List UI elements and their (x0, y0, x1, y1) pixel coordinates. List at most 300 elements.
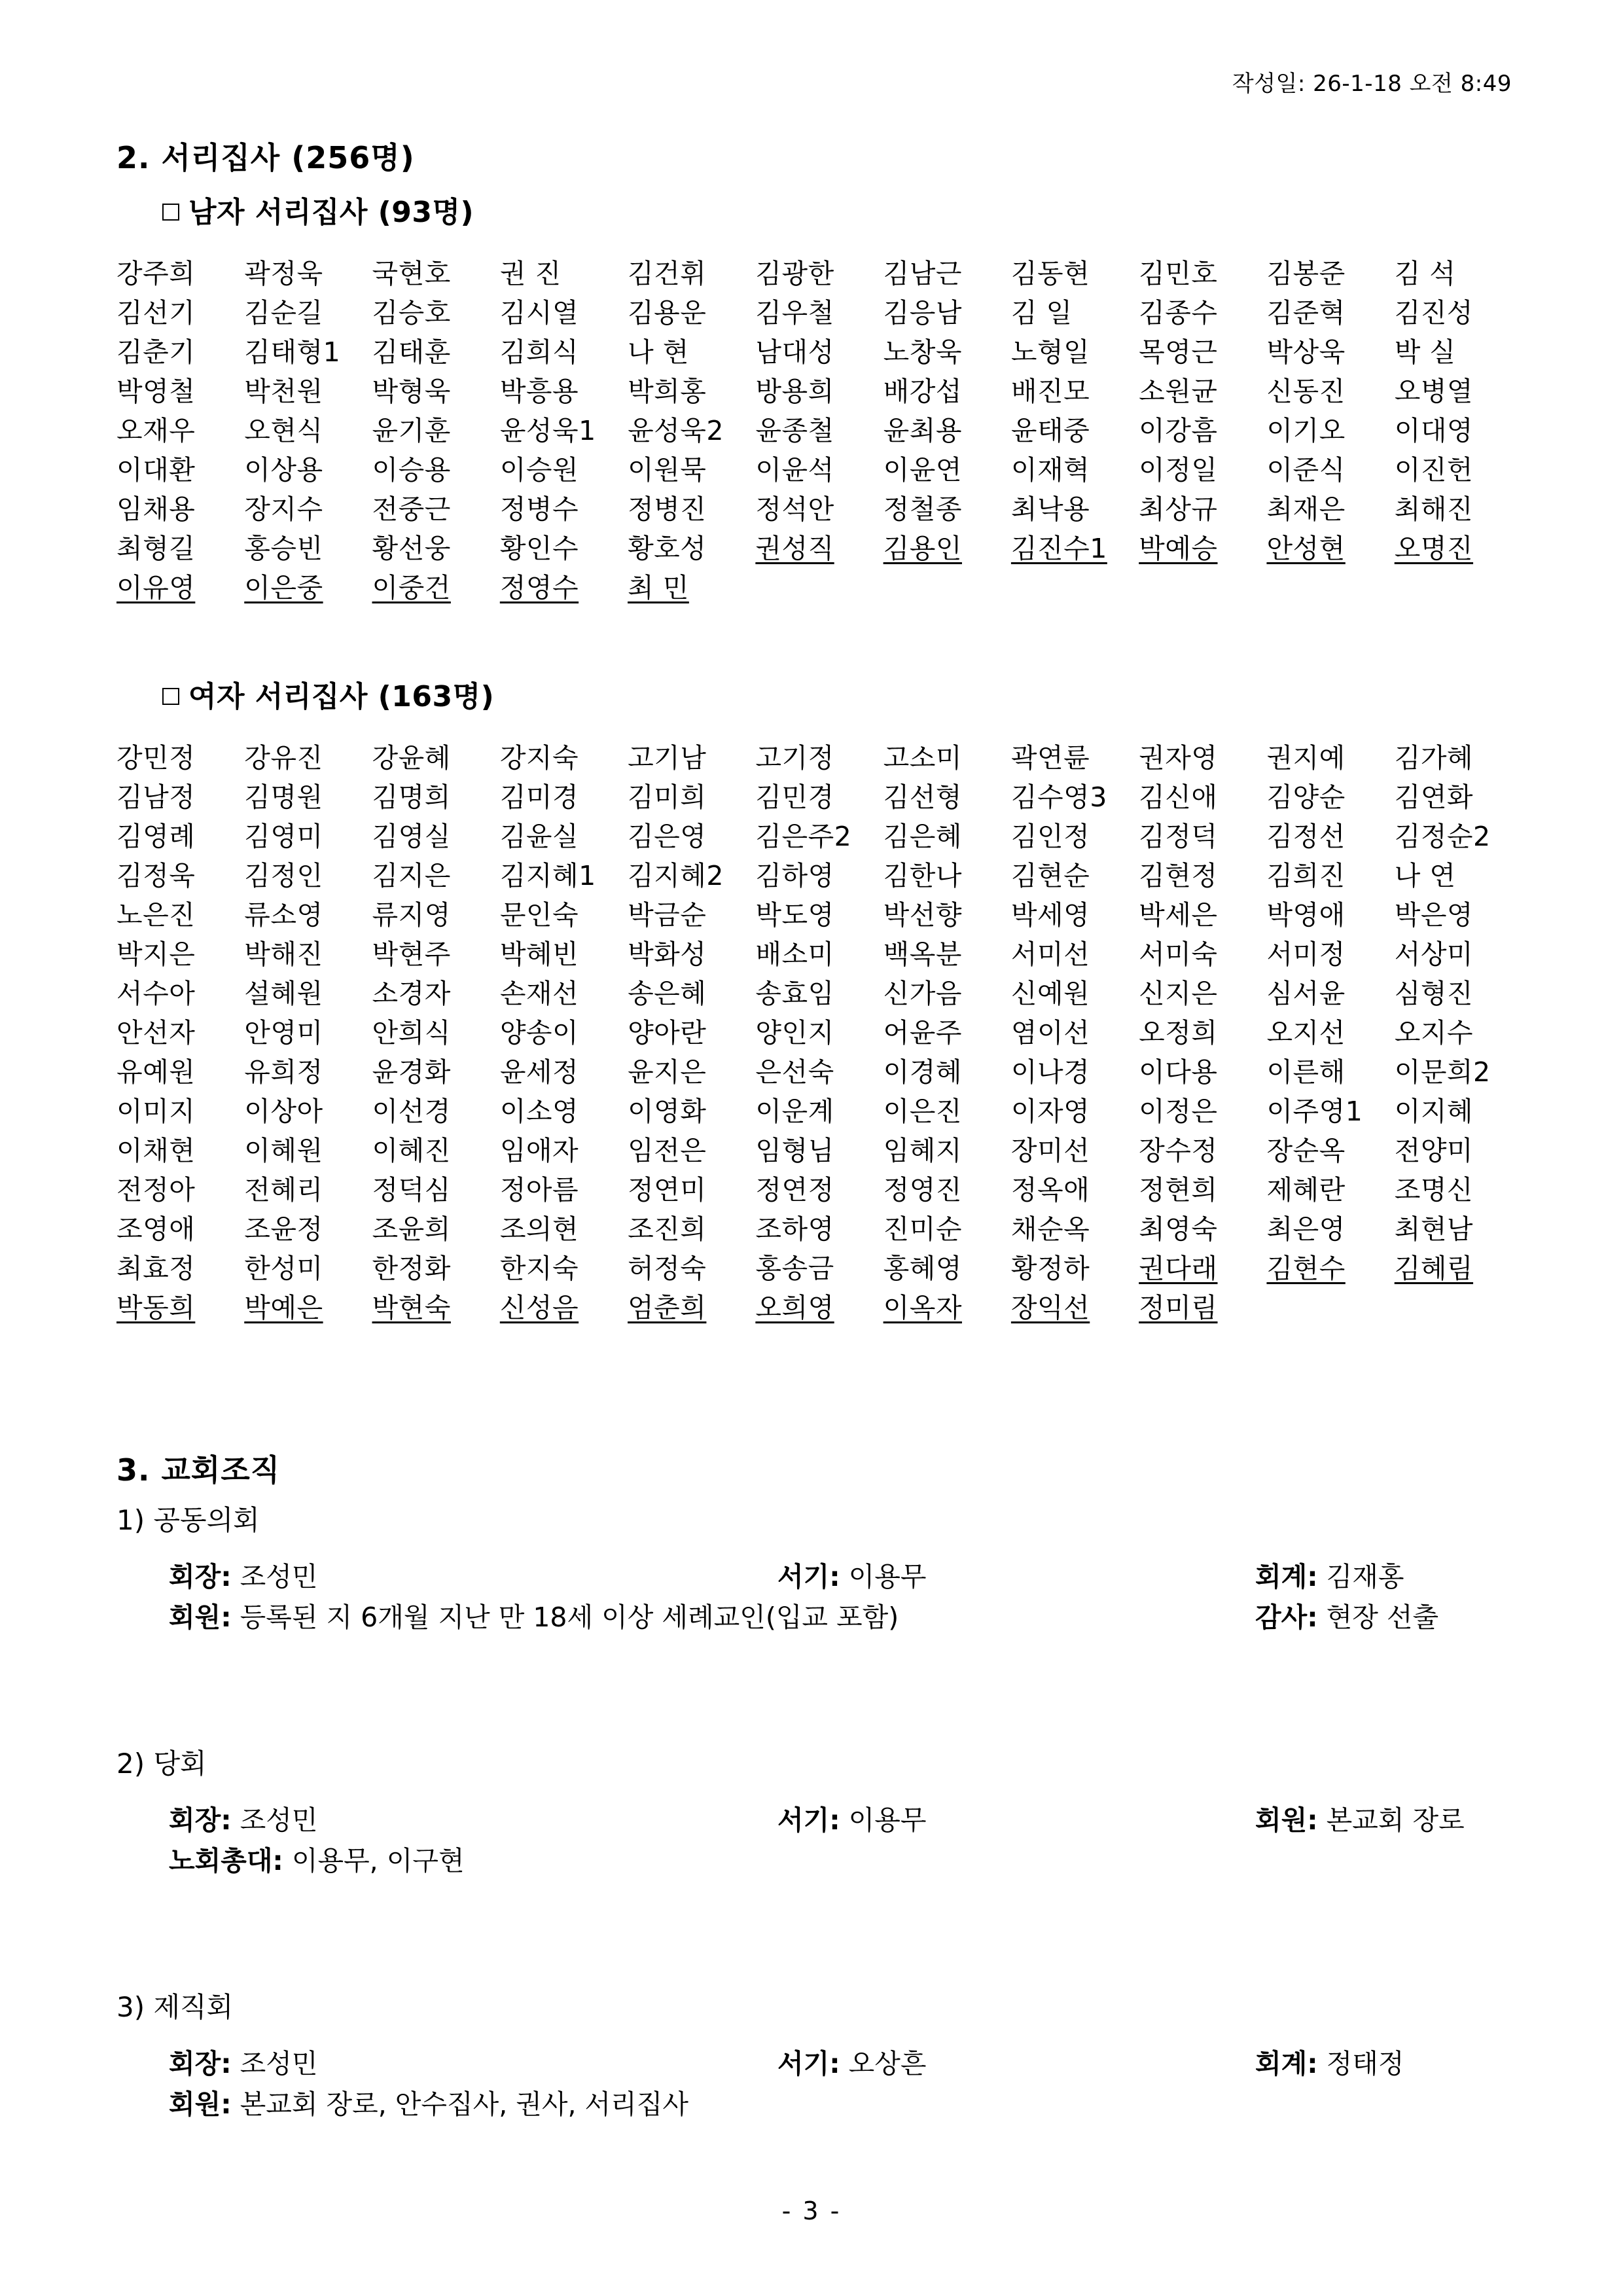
deacon-name: 서미숙 (1139, 939, 1218, 970)
org-group-title: 3) 제직회 (116, 1991, 234, 2023)
org-detail-row (116, 1800, 1530, 1840)
deacon-name: 임혜지 (883, 1135, 962, 1166)
deacon-name: 김정선 (1266, 821, 1346, 852)
deacon-name: 박혜빈 (499, 939, 579, 970)
deacon-name: 노창욱 (883, 336, 962, 368)
deacon-name: 노형일 (1010, 336, 1090, 368)
org-field-value: 등록된 지 6개월 지난 만 18세 이상 세례교인(입교 포함) (231, 1602, 899, 1633)
deacon-name: 진미순 (883, 1213, 962, 1245)
deacon-name: 황정하 (1010, 1253, 1090, 1284)
org-field-label: 회장: (169, 1561, 232, 1592)
deacon-name: 최현남 (1394, 1213, 1474, 1245)
deacon-name: 오희영 (755, 1292, 834, 1323)
deacon-name: 나 연 (1394, 860, 1456, 891)
deacon-name: 소경자 (372, 978, 451, 1009)
page-number: - 3 - (781, 2197, 842, 2225)
name-grid-filler (883, 568, 1011, 607)
deacon-name: 전정아 (116, 1174, 196, 1206)
section-heading-deacons: 2. 서리집사 (256명) (116, 140, 415, 175)
deacon-name: 김태형1 (244, 336, 341, 368)
deacon-name: 김한나 (883, 860, 962, 891)
deacon-name: 심서윤 (1266, 978, 1346, 1009)
deacon-name: 박예승 (1139, 533, 1218, 564)
deacon-name: 김민경 (755, 781, 834, 813)
deacon-name: 노은진 (116, 899, 196, 931)
deacon-name: 배소미 (755, 939, 834, 970)
name-grid-filler (1011, 568, 1139, 607)
org-detail-row (116, 2084, 1530, 2125)
deacon-name: 박예은 (244, 1292, 323, 1323)
deacon-name: 이승원 (499, 454, 579, 486)
deacon-name: 이윤석 (755, 454, 834, 486)
deacon-name: 장미선 (1010, 1135, 1090, 1166)
deacon-name: 강윤혜 (372, 742, 451, 774)
deacon-name: 강지숙 (499, 742, 579, 774)
deacon-name: 김정덕 (1139, 821, 1218, 852)
deacon-name: 곽정욱 (244, 258, 323, 289)
deacon-name: 채순옥 (1010, 1213, 1090, 1245)
deacon-name: 황선웅 (372, 533, 451, 564)
deacon-name: 조하영 (755, 1213, 834, 1245)
deacon-name: 김지은 (372, 860, 451, 891)
org-field-label: 노회총대: (169, 1845, 283, 1876)
subsection-heading-male-deacons-label: 남자 서리집사 (93명) (188, 196, 474, 229)
document-created-timestamp: 작성일: 26-1-18 오전 8:49 (1232, 71, 1512, 97)
deacon-name: 송은혜 (628, 978, 707, 1009)
deacon-name: 이나경 (1010, 1056, 1090, 1088)
deacon-name: 안성현 (1266, 533, 1346, 564)
deacon-name: 홍송금 (755, 1253, 834, 1284)
deacon-name: 안선자 (116, 1017, 196, 1049)
deacon-name: 김희진 (1266, 860, 1346, 891)
deacon-name: 이원묵 (628, 454, 707, 486)
deacon-name: 이유영 (116, 572, 196, 603)
org-field-label: 회장: (169, 1804, 232, 1836)
church-organization-block (116, 1499, 1530, 2125)
org-field (169, 2084, 688, 2125)
org-field-label: 감사: (1255, 1602, 1318, 1633)
deacon-name: 김선기 (116, 297, 196, 329)
deacon-name: 김신애 (1139, 781, 1218, 813)
deacon-name: 황인수 (499, 533, 579, 564)
deacon-name: 권성직 (755, 533, 834, 564)
deacon-name: 조명신 (1394, 1174, 1474, 1206)
deacon-name: 정옥애 (1010, 1174, 1090, 1206)
deacon-name: 이중건 (372, 572, 451, 603)
deacon-name: 최 민 (628, 572, 689, 603)
deacon-name: 김준혁 (1266, 297, 1346, 329)
deacon-name: 오명진 (1394, 533, 1474, 564)
org-field-label: 서기: (777, 1561, 840, 1592)
deacon-name: 김은영 (628, 821, 707, 852)
deacon-name: 이정은 (1139, 1096, 1218, 1127)
deacon-name: 배강섭 (883, 376, 962, 407)
deacon-name: 정미림 (1139, 1292, 1218, 1323)
deacon-name: 박선향 (883, 899, 962, 931)
deacon-name: 이혜원 (244, 1135, 323, 1166)
deacon-name: 어윤주 (883, 1017, 962, 1049)
org-field (169, 1840, 465, 1881)
deacon-name: 김남근 (883, 258, 962, 289)
deacon-name: 이준식 (1266, 454, 1346, 486)
deacon-name: 정아름 (499, 1174, 579, 1206)
deacon-name: 곽연륜 (1010, 742, 1090, 774)
deacon-name: 염이선 (1010, 1017, 1090, 1049)
deacon-name: 강유진 (244, 742, 323, 774)
deacon-name: 윤최용 (883, 415, 962, 446)
deacon-name: 이재혁 (1010, 454, 1090, 486)
deacon-name: 배진모 (1010, 376, 1090, 407)
deacon-name: 김건휘 (628, 258, 707, 289)
deacon-name: 이운계 (755, 1096, 834, 1127)
deacon-name: 김진성 (1394, 297, 1474, 329)
section-heading-church-organization: 3. 교회조직 (116, 1452, 281, 1488)
deacon-name: 조윤희 (372, 1213, 451, 1245)
deacon-name: 김남정 (116, 781, 196, 813)
deacon-name: 임전은 (628, 1135, 707, 1166)
deacon-name: 오지수 (1394, 1017, 1474, 1049)
deacon-name: 문인숙 (499, 899, 579, 931)
org-field (1255, 1556, 1404, 1597)
org-field-value: 조성민 (231, 1561, 318, 1592)
deacon-name: 김현정 (1139, 860, 1218, 891)
deacon-name: 유예원 (116, 1056, 196, 1088)
deacon-name: 안영미 (244, 1017, 323, 1049)
deacon-name: 윤기훈 (372, 415, 451, 446)
deacon-name: 김현순 (1010, 860, 1090, 891)
deacon-name: 김광한 (755, 258, 834, 289)
deacon-name: 이은진 (883, 1096, 962, 1127)
deacon-name: 임애자 (499, 1135, 579, 1166)
deacon-name: 송효임 (755, 978, 834, 1009)
deacon-name: 한정화 (372, 1253, 451, 1284)
org-field-label: 회계: (1255, 2048, 1318, 2079)
deacon-name: 강민정 (116, 742, 196, 774)
org-field (169, 2043, 317, 2084)
org-field-value: 이용무, 이구현 (283, 1845, 465, 1876)
org-field-label: 회장: (169, 2048, 232, 2079)
deacon-name: 목영근 (1139, 336, 1218, 368)
deacon-name: 이승용 (372, 454, 451, 486)
deacon-name: 제혜란 (1266, 1174, 1346, 1206)
deacon-name: 윤지은 (628, 1056, 707, 1088)
deacon-name: 신지은 (1139, 978, 1218, 1009)
deacon-name: 전중근 (372, 493, 451, 525)
deacon-name: 신동진 (1266, 376, 1346, 407)
deacon-name: 전혜리 (244, 1174, 323, 1206)
deacon-name: 정영진 (883, 1174, 962, 1206)
deacon-name: 오정희 (1139, 1017, 1218, 1049)
deacon-name: 장수정 (1139, 1135, 1218, 1166)
org-field (1255, 1597, 1438, 1638)
deacon-name: 신예원 (1010, 978, 1090, 1009)
deacon-name: 김정인 (244, 860, 323, 891)
deacon-name: 이기오 (1266, 415, 1346, 446)
deacon-name: 이지혜 (1394, 1096, 1474, 1127)
deacon-name: 윤경화 (372, 1056, 451, 1088)
deacon-name: 심형진 (1394, 978, 1474, 1009)
deacon-name: 김하영 (755, 860, 834, 891)
deacon-name: 안희식 (372, 1017, 451, 1049)
deacon-name: 김인정 (1010, 821, 1090, 852)
deacon-name: 임형님 (755, 1135, 834, 1166)
deacon-name: 권다래 (1139, 1253, 1218, 1284)
deacon-name: 김정욱 (116, 860, 196, 891)
deacon-name: 박도영 (755, 899, 834, 931)
org-field-value: 이용무 (840, 1804, 927, 1836)
deacon-name: 정석안 (755, 493, 834, 525)
deacon-name: 홍혜영 (883, 1253, 962, 1284)
org-field-value: 오상흔 (840, 2048, 927, 2079)
deacon-name: 박상욱 (1266, 336, 1346, 368)
deacon-name: 이대영 (1394, 415, 1474, 446)
deacon-name: 최상규 (1139, 493, 1218, 525)
deacon-name: 김영실 (372, 821, 451, 852)
deacon-name: 방용희 (755, 376, 834, 407)
deacon-name: 임채용 (116, 493, 196, 525)
deacon-name: 설혜원 (244, 978, 323, 1009)
deacon-name: 김영례 (116, 821, 196, 852)
deacon-name: 전양미 (1394, 1135, 1474, 1166)
deacon-name: 박 실 (1394, 336, 1456, 368)
deacon-name: 이채현 (116, 1135, 196, 1166)
deacon-name: 김동현 (1010, 258, 1090, 289)
deacon-name: 박지은 (116, 939, 196, 970)
deacon-name: 정철종 (883, 493, 962, 525)
deacon-name: 김봉준 (1266, 258, 1346, 289)
org-field (777, 2043, 926, 2084)
deacon-name: 정연미 (628, 1174, 707, 1206)
deacon-name: 이상아 (244, 1096, 323, 1127)
deacon-name: 이주영1 (1266, 1096, 1363, 1127)
deacon-name: 김용운 (628, 297, 707, 329)
deacon-name: 엄춘희 (628, 1292, 707, 1323)
org-field-label: 서기: (777, 2048, 840, 2079)
deacon-name: 김수영3 (1010, 781, 1107, 813)
deacon-name: 황호성 (628, 533, 707, 564)
deacon-name: 이소영 (499, 1096, 579, 1127)
deacon-name: 박영철 (116, 376, 196, 407)
org-field-label: 회계: (1255, 1561, 1318, 1592)
org-field-value: 본교회 장로 (1317, 1804, 1465, 1836)
deacon-name: 김미경 (499, 781, 579, 813)
deacon-name: 박은영 (1394, 899, 1474, 931)
deacon-name: 이영화 (628, 1096, 707, 1127)
org-field-label: 회원: (1255, 1804, 1318, 1836)
org-field-value: 조성민 (231, 1804, 318, 1836)
deacon-name: 신가음 (883, 978, 962, 1009)
female-deacon-name-grid (116, 738, 1522, 1327)
org-detail-row (116, 1556, 1530, 1597)
deacon-name: 권 진 (499, 258, 562, 289)
deacon-name: 윤태중 (1010, 415, 1090, 446)
deacon-name: 강주희 (116, 258, 196, 289)
deacon-name: 김용인 (883, 533, 962, 564)
name-grid-filler (1395, 1288, 1522, 1327)
deacon-name: 정영수 (499, 572, 579, 603)
subsection-heading-female-deacons-label: 여자 서리집사 (163명) (188, 680, 495, 713)
deacon-name: 김 일 (1010, 297, 1073, 329)
deacon-name: 김윤실 (499, 821, 579, 852)
name-grid-filler (1395, 568, 1522, 607)
deacon-name: 김우철 (755, 297, 834, 329)
org-field-label: 서기: (777, 1804, 840, 1836)
deacon-name: 홍승빈 (244, 533, 323, 564)
org-field (1255, 1800, 1465, 1840)
deacon-name: 한지숙 (499, 1253, 579, 1284)
deacon-name: 조진희 (628, 1213, 707, 1245)
name-grid-filler (1139, 568, 1266, 607)
deacon-name: 박천원 (244, 376, 323, 407)
deacon-name: 박세은 (1139, 899, 1218, 931)
org-field (777, 1556, 926, 1597)
name-grid-filler (755, 568, 883, 607)
org-field-value: 현장 선출 (1317, 1602, 1439, 1633)
deacon-name: 이진헌 (1394, 454, 1474, 486)
deacon-name: 박희홍 (628, 376, 707, 407)
deacon-name: 윤종철 (755, 415, 834, 446)
deacon-name: 남대성 (755, 336, 834, 368)
deacon-name: 조윤정 (244, 1213, 323, 1245)
name-grid-filler (1266, 568, 1394, 607)
deacon-name: 류소영 (244, 899, 323, 931)
bullet-box-icon (162, 204, 179, 221)
deacon-name: 나 현 (628, 336, 689, 368)
deacon-name: 박흥용 (499, 376, 579, 407)
org-group-title: 1) 공동의회 (116, 1504, 260, 1536)
deacon-name: 조의현 (499, 1213, 579, 1245)
deacon-name: 권지예 (1266, 742, 1346, 774)
deacon-name: 윤세정 (499, 1056, 579, 1088)
deacon-name: 장순옥 (1266, 1135, 1346, 1166)
deacon-name: 김선형 (883, 781, 962, 813)
deacon-name: 이자영 (1010, 1096, 1090, 1127)
deacon-name: 이대환 (116, 454, 196, 486)
deacon-name: 오지선 (1266, 1017, 1346, 1049)
deacon-name: 김진수1 (1010, 533, 1107, 564)
org-detail-row (116, 1840, 1530, 1881)
deacon-name: 최효정 (116, 1253, 196, 1284)
org-field (777, 1800, 926, 1840)
name-grid-filler (1266, 1288, 1394, 1327)
org-group-title: 2) 당회 (116, 1748, 207, 1780)
deacon-name: 김승호 (372, 297, 451, 329)
deacon-name: 서수아 (116, 978, 196, 1009)
deacon-name: 박세영 (1010, 899, 1090, 931)
deacon-name: 정병수 (499, 493, 579, 525)
deacon-name: 이다용 (1139, 1056, 1218, 1088)
deacon-name: 정병진 (628, 493, 707, 525)
deacon-name: 유희정 (244, 1056, 323, 1088)
deacon-name: 김응남 (883, 297, 962, 329)
deacon-name: 박금순 (628, 899, 707, 931)
deacon-name: 이은중 (244, 572, 323, 603)
deacon-name: 허정숙 (628, 1253, 707, 1284)
deacon-name: 고소미 (883, 742, 962, 774)
deacon-name: 오병열 (1394, 376, 1474, 407)
deacon-name: 이상용 (244, 454, 323, 486)
deacon-name: 백옥분 (883, 939, 962, 970)
org-field (169, 1597, 899, 1638)
org-field (169, 1556, 317, 1597)
deacon-name: 윤성욱2 (628, 415, 724, 446)
deacon-name: 윤성욱1 (499, 415, 596, 446)
deacon-name: 김가혜 (1394, 742, 1474, 774)
deacon-name: 이미지 (116, 1096, 196, 1127)
deacon-name: 권자영 (1139, 742, 1218, 774)
deacon-name: 오재우 (116, 415, 196, 446)
deacon-name: 이윤연 (883, 454, 962, 486)
deacon-name: 서미선 (1010, 939, 1090, 970)
deacon-name: 김춘기 (116, 336, 196, 368)
deacon-name: 장지수 (244, 493, 323, 525)
deacon-name: 김혜림 (1394, 1253, 1474, 1284)
deacon-name: 이른해 (1266, 1056, 1346, 1088)
deacon-name: 김순길 (244, 297, 323, 329)
org-field (169, 1800, 317, 1840)
subsection-heading-female-deacons (162, 673, 494, 715)
deacon-name: 이문희2 (1394, 1056, 1491, 1088)
deacon-name: 최재은 (1266, 493, 1346, 525)
deacon-name: 박해진 (244, 939, 323, 970)
bullet-box-icon (162, 688, 179, 705)
deacon-name: 최낙용 (1010, 493, 1090, 525)
deacon-name: 김민호 (1139, 258, 1218, 289)
deacon-name: 최영숙 (1139, 1213, 1218, 1245)
deacon-name: 박화성 (628, 939, 707, 970)
org-field-value: 김재홍 (1317, 1561, 1404, 1592)
org-detail-row (116, 1597, 1530, 1638)
deacon-name: 최은영 (1266, 1213, 1346, 1245)
deacon-name: 양인지 (755, 1017, 834, 1049)
deacon-name: 장익선 (1010, 1292, 1090, 1323)
deacon-name: 김은주2 (755, 821, 852, 852)
male-deacon-name-grid (116, 254, 1522, 607)
deacon-name: 서상미 (1394, 939, 1474, 970)
deacon-name: 김현수 (1266, 1253, 1346, 1284)
org-field (1255, 2043, 1404, 2084)
deacon-name: 김희식 (499, 336, 579, 368)
deacon-name: 오현식 (244, 415, 323, 446)
deacon-name: 이혜진 (372, 1135, 451, 1166)
deacon-name: 정덕심 (372, 1174, 451, 1206)
deacon-name: 이강흠 (1139, 415, 1218, 446)
org-field-value: 정태정 (1317, 2048, 1404, 2079)
deacon-name: 국현호 (372, 258, 451, 289)
deacon-name: 최해진 (1394, 493, 1474, 525)
deacon-name: 최형길 (116, 533, 196, 564)
deacon-name: 이선경 (372, 1096, 451, 1127)
deacon-name: 이정일 (1139, 454, 1218, 486)
deacon-name: 김정순2 (1394, 821, 1491, 852)
deacon-name: 김 석 (1394, 258, 1456, 289)
deacon-name: 김미희 (628, 781, 707, 813)
deacon-name: 고기남 (628, 742, 707, 774)
deacon-name: 고기정 (755, 742, 834, 774)
deacon-name: 김시열 (499, 297, 579, 329)
org-field-label: 회원: (169, 1602, 232, 1633)
deacon-name: 양아란 (628, 1017, 707, 1049)
deacon-name: 박동희 (116, 1292, 196, 1323)
deacon-name: 김명원 (244, 781, 323, 813)
org-detail-row (116, 2043, 1530, 2084)
deacon-name: 김영미 (244, 821, 323, 852)
deacon-name: 박영애 (1266, 899, 1346, 931)
subsection-heading-male-deacons (162, 188, 474, 230)
deacon-name: 박현주 (372, 939, 451, 970)
deacon-name: 김양순 (1266, 781, 1346, 813)
deacon-name: 김지혜1 (499, 860, 596, 891)
